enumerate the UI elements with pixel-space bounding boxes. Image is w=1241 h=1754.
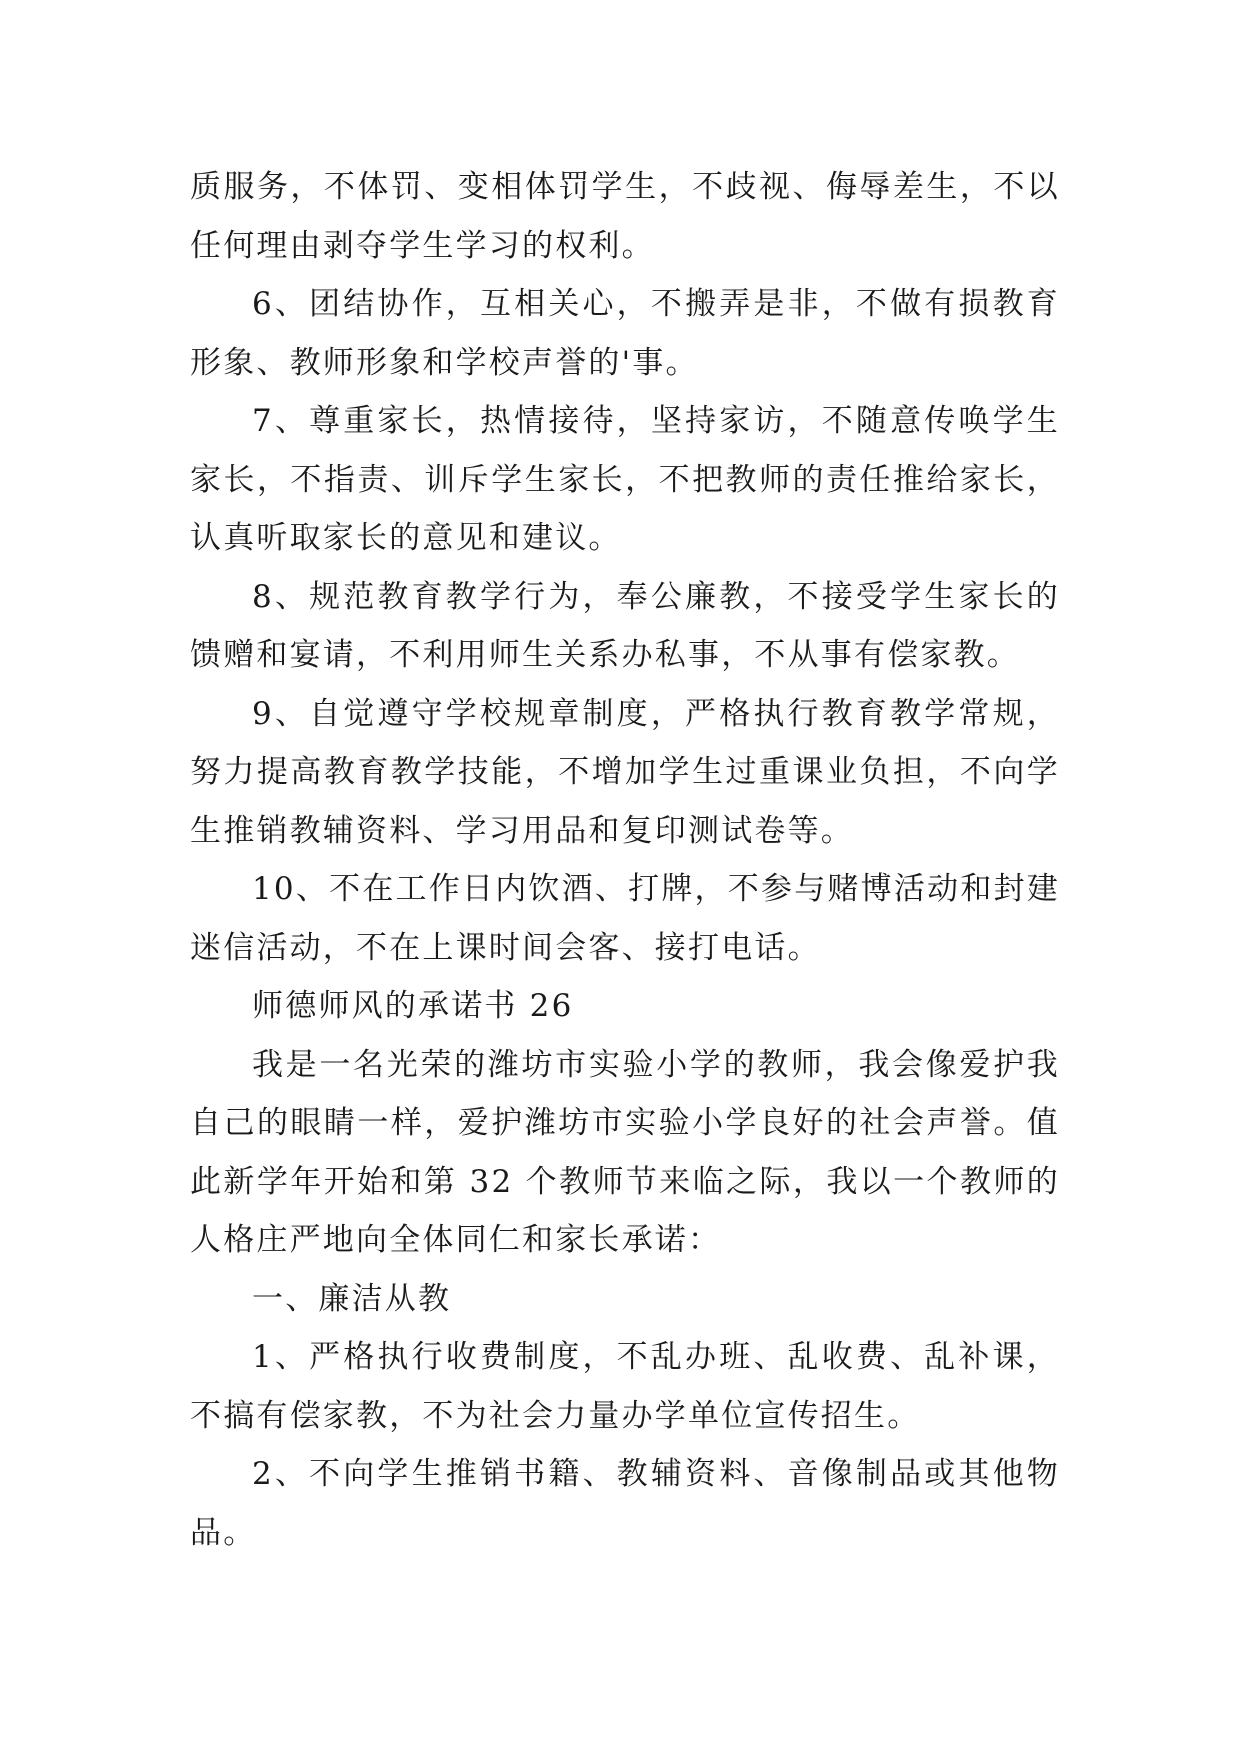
paragraph-item-7: 7、尊重家长，热情接待，坚持家访，不随意传唤学生家长，不指责、训斥学生家长，不把教师的责任推给家长，认真听取家长的意见和建议。 <box>190 403 1060 556</box>
paragraph-intro: 我是一名光荣的潍坊市实验小学的教师，我会像爱护我自己的眼睛一样，爱护潍坊市实验小学良好的社会声誉。值此新学年开始和第 32 个教师节来临之际，我以一个教师的人格庄严地向全体同仁和家长承诺： <box>190 1046 1060 1258</box>
paragraph-continuation: 质服务，不体罚、变相体罚学生，不歧视、侮辱差生，不以任何理由剥夺学生学习的权利。 <box>190 169 1060 264</box>
section-heading: 师德师风的承诺书 26 <box>252 988 574 1024</box>
paragraph-item-2: 2、不向学生推销书籍、教辅资料、音像制品或其他物品。 <box>190 1456 1060 1551</box>
paragraph-item-1: 1、严格执行收费制度，不乱办班、乱收费、乱补课，不搞有偿家教，不为社会力量办学单位宣传招生。 <box>190 1339 1060 1434</box>
paragraph-item-9: 9、自觉遵守学校规章制度，严格执行教育教学常规，努力提高教育教学技能，不增加学生过重课业负担，不向学生推销教辅资料、学习用品和复印测试卷等。 <box>190 695 1060 849</box>
paragraph-item-10: 10、不在工作日内饮酒、打牌，不参与赌博活动和封建迷信活动，不在上课时间会客、接打电话。 <box>190 871 1060 966</box>
subsection-heading: 一、廉洁从教 <box>252 1280 452 1317</box>
document-body <box>190 158 1060 1562</box>
paragraph-item-6: 6、团结协作，互相关心，不搬弄是非，不做有损教育形象、教师形象和学校声誉的'事。 <box>190 286 1060 381</box>
paragraph-item-8: 8、规范教育教学行为，奉公廉教，不接受学生家长的馈赠和宴请，不利用师生关系办私事，不从事有偿家教。 <box>190 578 1060 673</box>
